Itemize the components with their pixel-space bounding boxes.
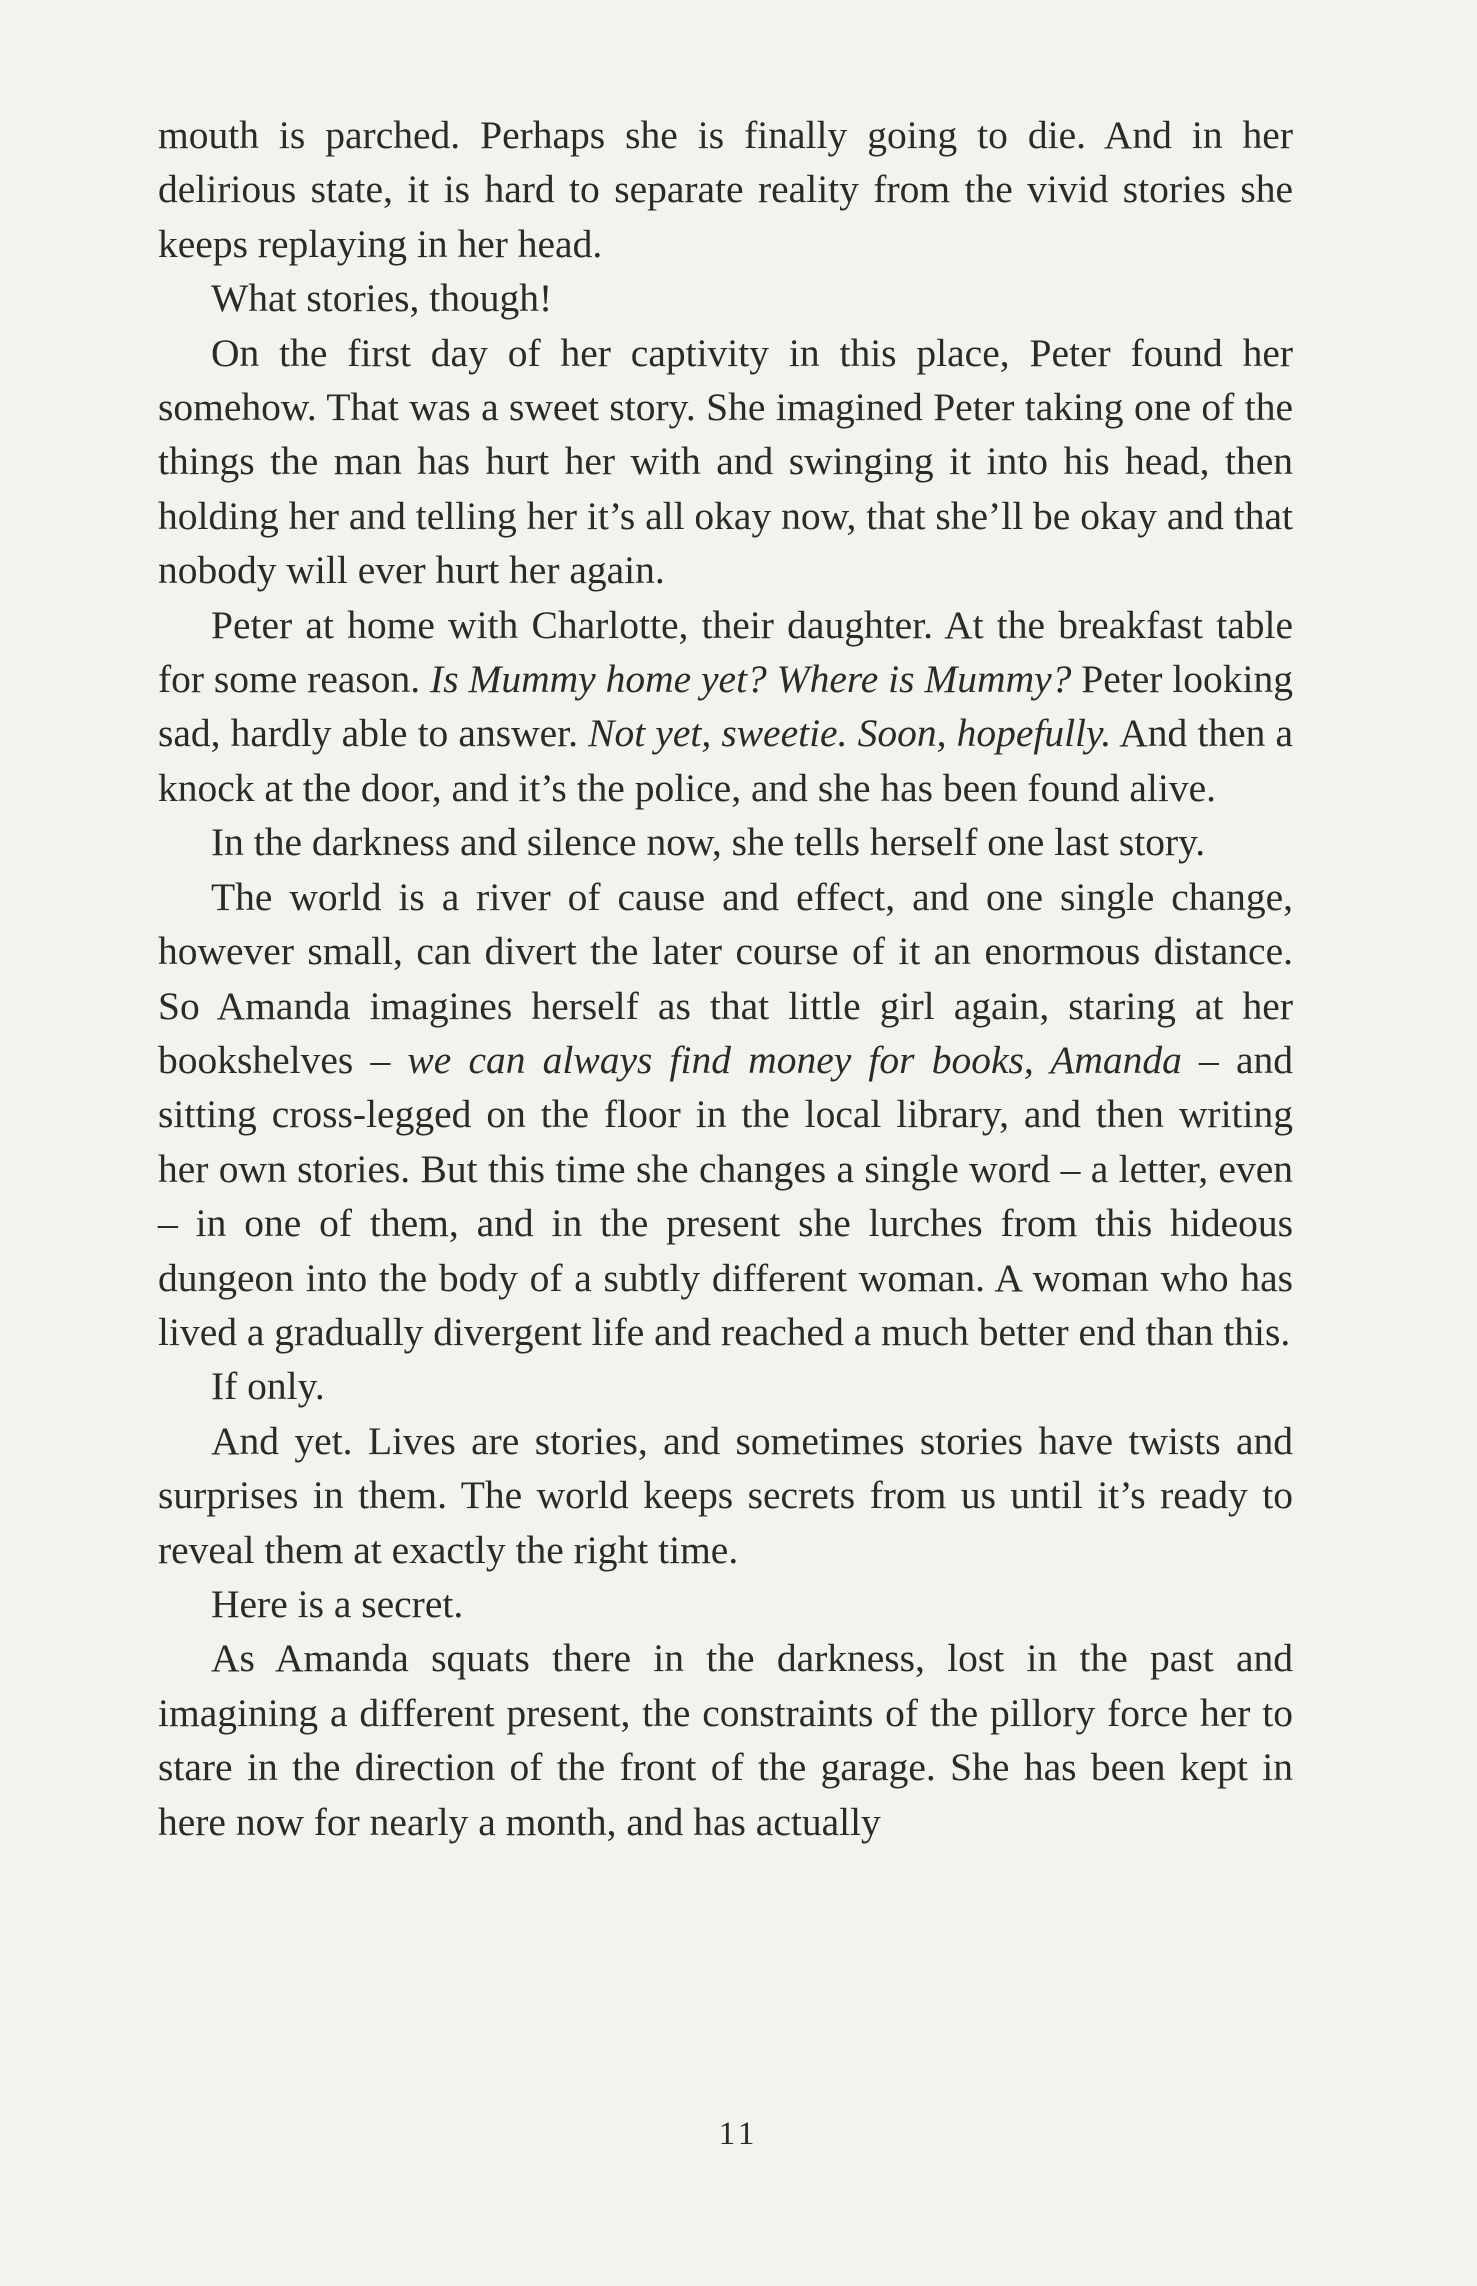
italic-text: Not yet, sweetie. Soon, hopefully. [588, 711, 1112, 756]
paragraph [158, 598, 1293, 816]
paragraph [158, 108, 1293, 271]
paragraph [158, 1359, 1293, 1413]
text-run: And then a knock at the door, and it’s the police, and she has been found alive. [158, 711, 1294, 810]
text-run: The world is a river of cause and effect, and one single change, however small, can divert the later course of it an enormous distance. So Amanda imagines herself as that little girl again, staring at her bookshelves – [158, 874, 1293, 1082]
paragraph [158, 1414, 1293, 1577]
text-run: What stories, though! [211, 276, 553, 321]
italic-text: we can always find money for books, Amanda [407, 1037, 1182, 1082]
text-run: If only. [211, 1364, 325, 1409]
text-run: – and sitting cross-legged on the floor in the local library, and then writing her own stories. But this time she changes a single word – a letter, even – in one of them, and in the present she lurches from this hideous dungeon into the body of a subtly different woman. A woman who has lived a gradually divergent life and reached a much better end than this. [158, 1037, 1293, 1354]
text-run: In the darkness and silence now, she tells herself one last story. [211, 820, 1206, 865]
paragraph [158, 1577, 1293, 1631]
paragraph [158, 870, 1293, 1360]
text-run: Here is a secret. [211, 1581, 464, 1626]
text-run: As Amanda squats there in the darkness, lost in the past and imagining a different present, the constraints of the pillory force her to stare in the direction of the front of the garage. She has been kept in here now for nearly a month, and has actually [158, 1636, 1293, 1844]
paragraph [158, 271, 1293, 325]
text-run: On the first day of her captivity in this place, Peter found her somehow. That was a sweet story. She imagined Peter taking one of the things the man has hurt her with and swinging it into his head, then holding her and telling her it’s all okay now, that she’ll be okay and that nobody will ever hurt her again. [158, 330, 1293, 593]
text-run: Peter looking sad, hardly able to answer. [158, 657, 1294, 756]
paragraph [158, 815, 1293, 869]
paragraph [158, 1631, 1293, 1849]
page-number: 11 [718, 2116, 759, 2152]
paragraph [158, 326, 1293, 598]
body-text [158, 108, 1293, 1849]
text-run: mouth is parched. Perhaps she is finally going to die. And in her delirious state, it is hard to separate reality from the vivid stories she keeps replaying in her head. [158, 113, 1293, 266]
italic-text: Is Mummy home yet? Where is Mummy? [430, 657, 1072, 702]
text-run: Peter at home with Charlotte, their daughter. At the breakfast table for some reason. [158, 602, 1293, 702]
text-run: And yet. Lives are stories, and sometimes stories have twists and surprises in them. The world keeps secrets from us until it’s ready to reveal them at exactly the right time. [158, 1418, 1293, 1572]
